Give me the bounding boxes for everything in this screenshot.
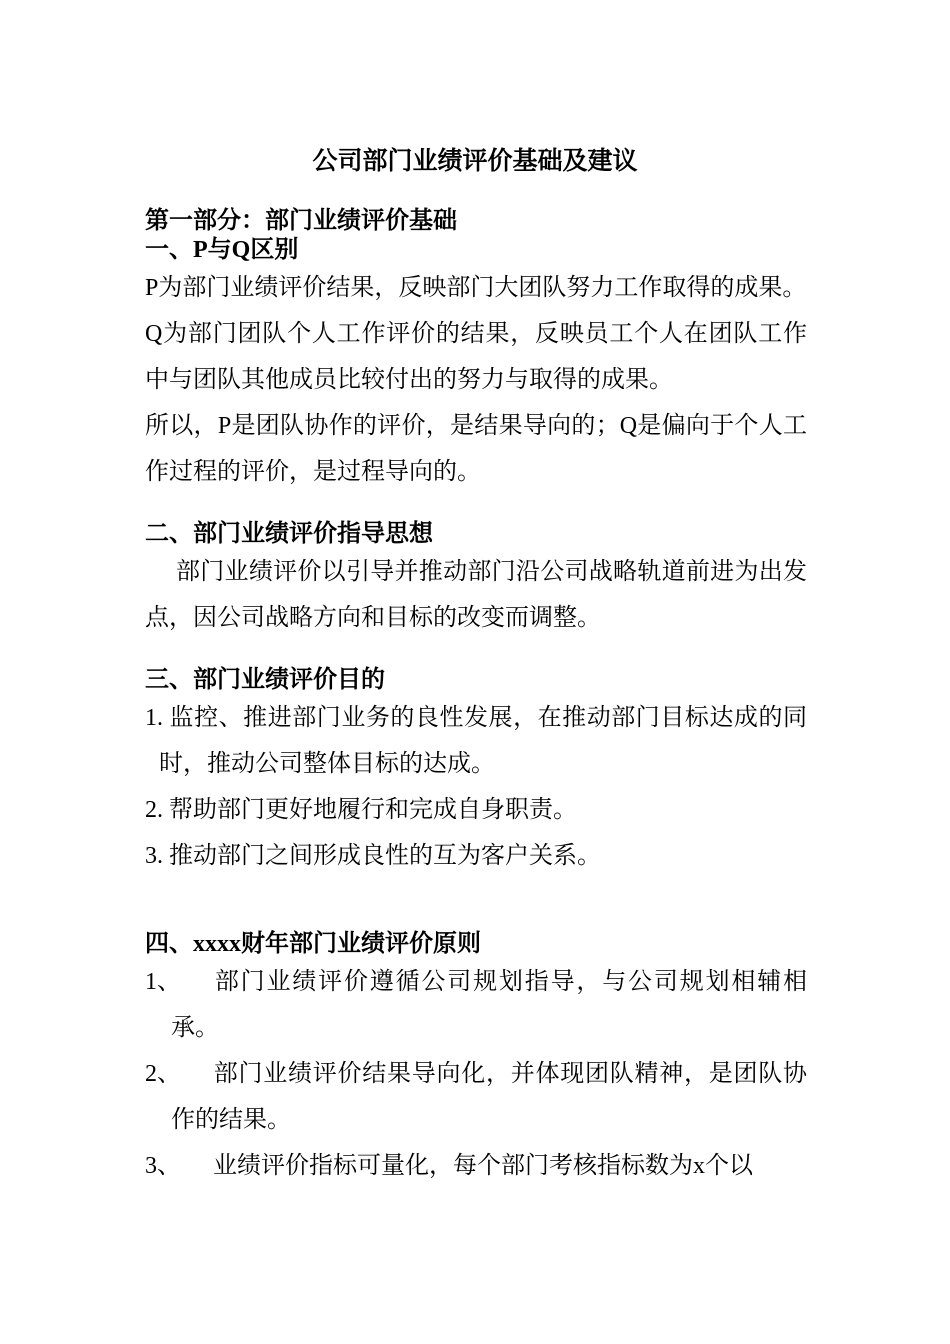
section4-list-item: [145, 959, 807, 1051]
list-item-text: 业绩评价指标可量化，每个部门考核指标数为x个以: [213, 1153, 753, 1179]
section1-paragraph-p: P为部门业绩评价结果，反映部门大团队努力工作取得的成果。: [145, 275, 807, 301]
list-item-number: 1.: [145, 705, 163, 731]
section4-heading: 四、xxxx财年部门业绩评价原则: [145, 931, 481, 957]
list-item-number: 2.: [145, 797, 163, 823]
section3-list-item: [145, 833, 807, 879]
document-body: [145, 207, 807, 1189]
document-title: 公司部门业绩评价基础及建议: [312, 148, 638, 175]
section3-heading: 三、部门业绩评价目的: [145, 667, 385, 693]
part1-heading: 第一部分：部门业绩评价基础: [145, 208, 457, 234]
section3-list-item: [145, 787, 807, 833]
spacer: [145, 641, 807, 666]
section1-paragraph-q: Q为部门团队个人工作评价的结果，反映员工个人在团队工作中与团队其他成员比较付出的努力与取得的成果。: [145, 321, 807, 393]
list-item-text: 部门业绩评价遵循公司规划指导，与公司规划相辅相承。: [171, 969, 807, 1041]
spacer: [145, 495, 807, 520]
section2-heading: 二、部门业绩评价指导思想: [145, 521, 433, 547]
section4-list-item: [145, 1051, 807, 1143]
list-item-number: 2、: [145, 1061, 181, 1087]
list-item-text: 推动部门之间形成良性的互为客户关系。: [169, 843, 601, 869]
section2-paragraph: 部门业绩评价以引导并推动部门沿公司战略轨道前进为出发点，因公司战略方向和目标的改变而调整。: [145, 559, 807, 631]
section1-heading: 一、P与Q区别: [145, 237, 299, 263]
section4-list-item: [145, 1143, 807, 1189]
list-item-text: 帮助部门更好地履行和完成自身职责。: [169, 797, 577, 823]
list-item-text: 监控、推进部门业务的良性发展，在推动部门目标达成的同时，推动公司整体目标的达成。: [159, 705, 808, 777]
list-item-text: 部门业绩评价结果导向化，并体现团队精神，是团队协作的结果。: [171, 1061, 807, 1133]
list-item-number: 3.: [145, 843, 163, 869]
spacer: [145, 879, 807, 930]
list-item-number: 3、: [145, 1153, 181, 1179]
list-item-number: 1、: [145, 969, 181, 995]
section1-paragraph-summary: 所以，P是团队协作的评价，是结果导向的；Q是偏向于个人工作过程的评价，是过程导向的。: [145, 413, 807, 485]
section3-list-item: [145, 695, 807, 787]
